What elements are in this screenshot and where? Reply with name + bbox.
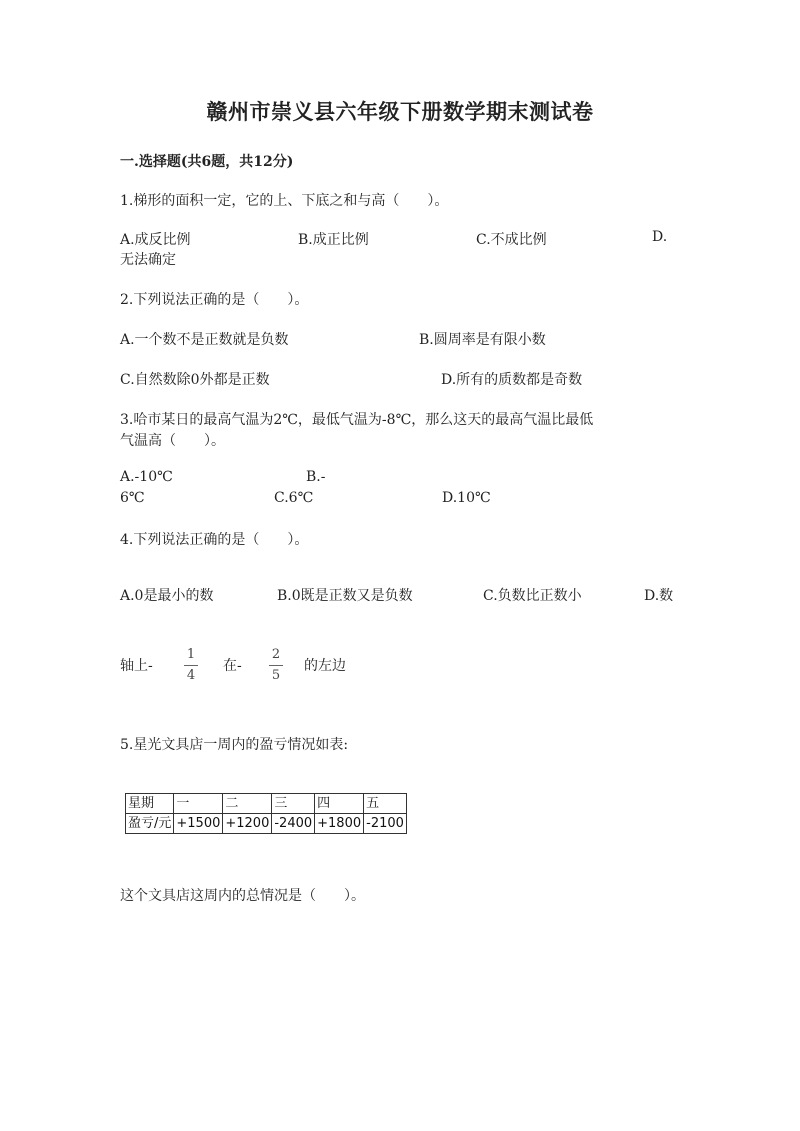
fraction-denominator: 5: [271, 668, 281, 683]
table-cell: 盈亏/元: [126, 814, 174, 834]
question-3-option-c: C.6℃: [274, 490, 314, 506]
question-4-option-b: B.0既是正数又是负数: [277, 588, 413, 604]
table-cell: -2100: [364, 814, 407, 834]
table-header-cell: 二: [223, 794, 272, 814]
question-5-stem: 5.星光文具店一周内的盈亏情况如表:: [120, 737, 349, 753]
page-title: 赣州市崇义县六年级下册数学期末测试卷: [206, 99, 594, 124]
question-2-option-b: B.圆周率是有限小数: [419, 332, 546, 348]
table-cell: +1800: [315, 814, 364, 834]
question-3-option-d: D.10℃: [442, 490, 491, 506]
table-cell: +1200: [223, 814, 272, 834]
question-2-stem: 2.下列说法正确的是（ ）。: [120, 292, 309, 308]
table-header-cell: 五: [364, 794, 407, 814]
table-header-cell: 三: [272, 794, 315, 814]
question-4-option-a: A.0是最小的数: [120, 588, 214, 604]
question-4-option-c: C.负数比正数小: [483, 588, 582, 604]
table-cell: -2400: [272, 814, 315, 834]
fraction-bar: [184, 665, 198, 666]
fraction-numerator: 1: [186, 647, 196, 662]
table-cell: +1500: [174, 814, 223, 834]
question-4-option-d-middle: 在-: [223, 658, 242, 674]
question-3-stem-line-2: 气温高（ ）。: [120, 433, 225, 449]
question-3-option-b: B.-: [306, 469, 326, 485]
table-header-cell: 星期: [126, 794, 174, 814]
fraction-numerator: 2: [271, 647, 281, 662]
question-3-option-a: A.-10℃: [120, 469, 173, 485]
question-2-option-a: A.一个数不是正数就是负数: [120, 332, 289, 348]
question-1-option-d-text: 无法确定: [120, 252, 176, 268]
question-1-stem: 1.梯形的面积一定，它的上、下底之和与高（ ）。: [120, 193, 449, 209]
question-2-option-c: C.自然数除0外都是正数: [120, 372, 270, 388]
question-4-option-d-suffix: 的左边: [304, 658, 346, 674]
question-4-option-d-prefix: 轴上-: [120, 658, 153, 674]
question-2-option-d: D.所有的质数都是奇数: [441, 372, 583, 388]
question-1-option-c: C.不成比例: [476, 232, 547, 248]
question-3-stem-line-1: 3.哈市某日的最高气温为2℃，最低气温为-8℃，那么这天的最高气温比最低: [120, 412, 594, 428]
fraction-bar: [269, 665, 283, 666]
profit-loss-table: [125, 793, 407, 834]
table-row: [126, 814, 407, 834]
section-heading: 一.选择题(共6题，共12分): [120, 154, 294, 170]
question-1-option-a: A.成反比例: [120, 232, 191, 248]
question-5-question: 这个文具店这周内的总情况是（ ）。: [120, 888, 365, 904]
question-1-option-d: D.: [652, 229, 668, 245]
fraction-denominator: 4: [186, 668, 196, 683]
table-header-cell: 四: [315, 794, 364, 814]
fraction-one-quarter: [183, 647, 199, 684]
question-4-stem: 4.下列说法正确的是（ ）。: [120, 532, 309, 548]
question-3-option-b-value: 6℃: [120, 490, 145, 506]
table-header-row: [126, 794, 407, 814]
fraction-two-fifths: [268, 647, 284, 684]
question-1-option-b: B.成正比例: [298, 232, 369, 248]
table-header-cell: 一: [174, 794, 223, 814]
question-4-option-d: D.数: [644, 588, 674, 604]
